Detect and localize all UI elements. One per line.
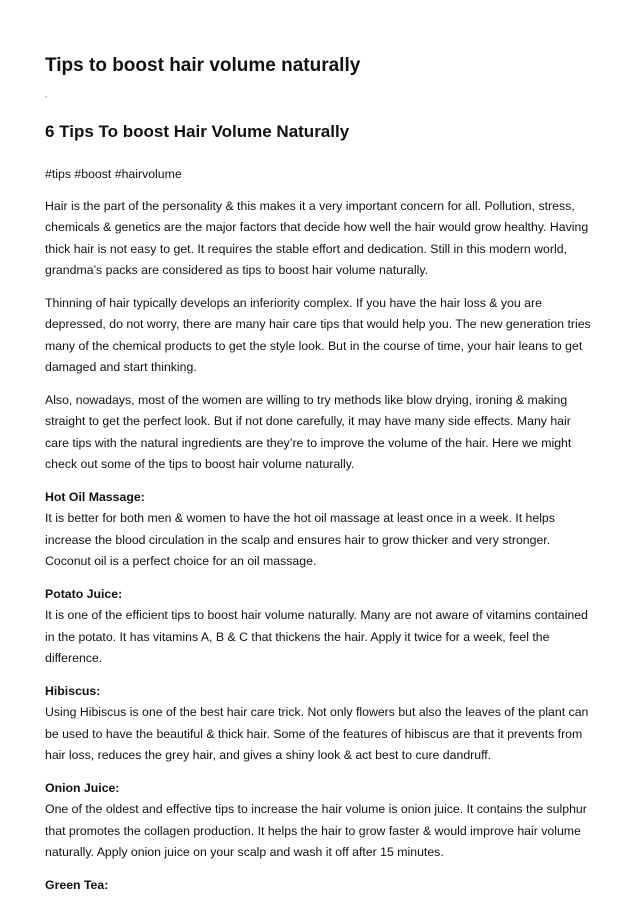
section-potato-juice (45, 584, 597, 670)
intro-paragraph-2: Thinning of hair typically develops an inferiority complex. If you have the hair loss & you are depressed, do not worry, there are many hair care tips that would help you. The new generation tries many of the chemical products to get the style look. But in the course of time, your hair leans to get damaged and start thinking. (45, 295, 591, 374)
section-heading: Hot Oil Massage: (45, 489, 145, 504)
section-heading: Onion Juice: (45, 780, 120, 795)
article-body (45, 164, 597, 907)
section-heading: Hibiscus: (45, 683, 101, 698)
section-hibiscus (45, 681, 597, 767)
section-text: One of the oldest and effective tips to increase the hair volume is onion juice. It contains the sulphur that promotes the collagen production. It helps the hair to grow faster & would improve hair volume naturally. Apply onion juice on your scalp and wash it off after 15 minutes. (45, 802, 587, 859)
section-heading: Green Tea: (45, 877, 109, 892)
section-text: It is better for both men & women to have the hot oil massage at least once in a week. It helps increase the blood circulation in the scalp and ensures hair to grow thicker and very stronger. Coconut oil is a perfect choice for an oil massage. (45, 511, 555, 568)
section-hot-oil-massage (45, 487, 597, 573)
section-onion-juice (45, 778, 597, 864)
section-text: Using Hibiscus is one of the best hair care trick. Not only flowers but also the leaves of the plant can be used to have the beautiful & thick hair. Some of the features of hibiscus are that it prevents from hair loss, reduces the grey hair, and gives a shiny look & act best to cure dandruff. (45, 705, 589, 762)
intro-paragraph-1: Hair is the part of the personality & this makes it a very important concern for all. Pollution, stress, chemicals & genetics are the major factors that decide how well the hair would grow healthy. Having thick hair is not easy to get. It requires the stable effort and dedication. Still in this modern world, grandma’s packs are considered as tips to boost hair volume naturally. (45, 198, 589, 277)
decorative-mark (45, 96, 47, 98)
section-text: It is one of the efficient tips to boost hair volume naturally. Many are not aware of vitamins contained in the potato. It has vitamins A, B & C that thickens the hair. Apply it twice for a week, feel the difference. (45, 608, 588, 665)
intro-paragraph-3: Also, nowadays, most of the women are willing to try methods like blow drying, ironing & making straight to get the perfect look. But if not done carefully, it may have many side effects. Many hair care tips with the natural ingredients are they’re to improve the volume of the hair. Here we might check out some of the tips to boost hair volume naturally. (45, 392, 572, 471)
section-heading: Potato Juice: (45, 586, 123, 601)
article-title: 6 Tips To boost Hair Volume Naturally (45, 122, 350, 141)
hashtags: #tips #boost #hairvolume (45, 167, 182, 181)
section-green-tea (45, 875, 597, 897)
document-title: Tips to boost hair volume naturally (45, 55, 361, 76)
